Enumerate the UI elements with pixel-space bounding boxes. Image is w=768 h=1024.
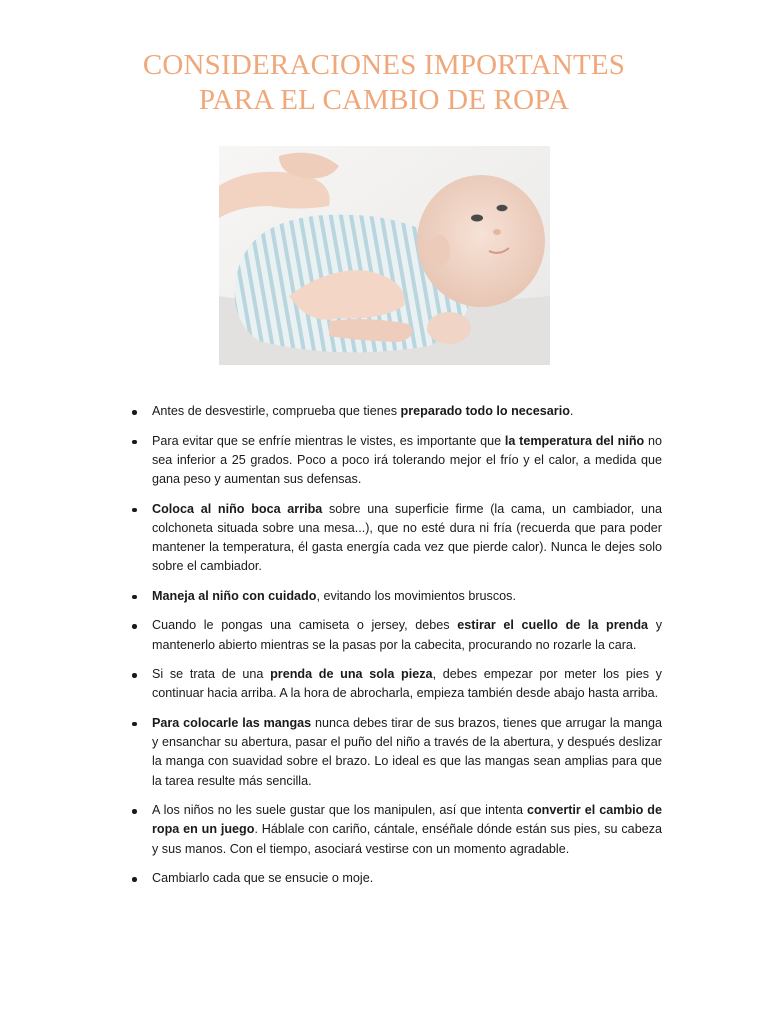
title-line-2: PARA EL CAMBIO DE ROPA	[198, 84, 570, 116]
list-item: Cambiarlo cada que se ensucie o moje.	[130, 869, 662, 888]
page-title	[0, 48, 768, 118]
list-item: Si se trata de una prenda de una sola pieza, debes empezar por meter los pies y continuar hacia arriba. A la hora de abrocharla, empieza también desde abajo hasta arriba.	[130, 665, 662, 703]
list-item: Coloca al niño boca arriba sobre una superficie firme (la cama, un cambiador, una colchoneta situada sobre una mesa...), que no esté dura ni fría (recuerda que para poder mantener la temperatura, él gasta energía cada vez que pierde calor). Nunca le dejes solo sobre el cambiador.	[130, 500, 662, 577]
list-item: Maneja al niño con cuidado, evitando los movimientos bruscos.	[130, 587, 662, 606]
considerations-list	[130, 402, 662, 899]
title-line-1: CONSIDERACIONES IMPORTANTES	[142, 49, 626, 81]
baby-being-dressed-photo-icon	[219, 146, 550, 365]
list-item: Cuando le pongas una camiseta o jersey, debes estirar el cuello de la prenda y mantenerlo abierto mientras se la pasas por la cabecita, procurando no rozarle la cara.	[130, 616, 662, 654]
list-item: Para evitar que se enfríe mientras le vistes, es importante que la temperatura del niño no sea inferior a 25 grados. Poco a poco irá tolerando mejor el frío y el calor, a medida que gana peso y aumentan sus defensas.	[130, 432, 662, 490]
list-item: Antes de desvestirle, comprueba que tienes preparado todo lo necesario.	[130, 402, 662, 421]
baby-photo	[219, 146, 550, 365]
list-item: Para colocarle las mangas nunca debes tirar de sus brazos, tienes que arrugar la manga y ensanchar su abertura, pasar el puño del niño a través de la abertura, y después deslizar la manga con suavidad sobre el brazo. Lo ideal es que las mangas sean amplias para que la tarea resulte más sencilla.	[130, 714, 662, 791]
list-item: A los niños no les suele gustar que los manipulen, así que intenta convertir el cambio de ropa en un juego. Háblale con cariño, cántale, enséñale dónde están sus pies, su cabeza y sus manos. Con el tiempo, asociará vestirse con un momento agradable.	[130, 801, 662, 859]
